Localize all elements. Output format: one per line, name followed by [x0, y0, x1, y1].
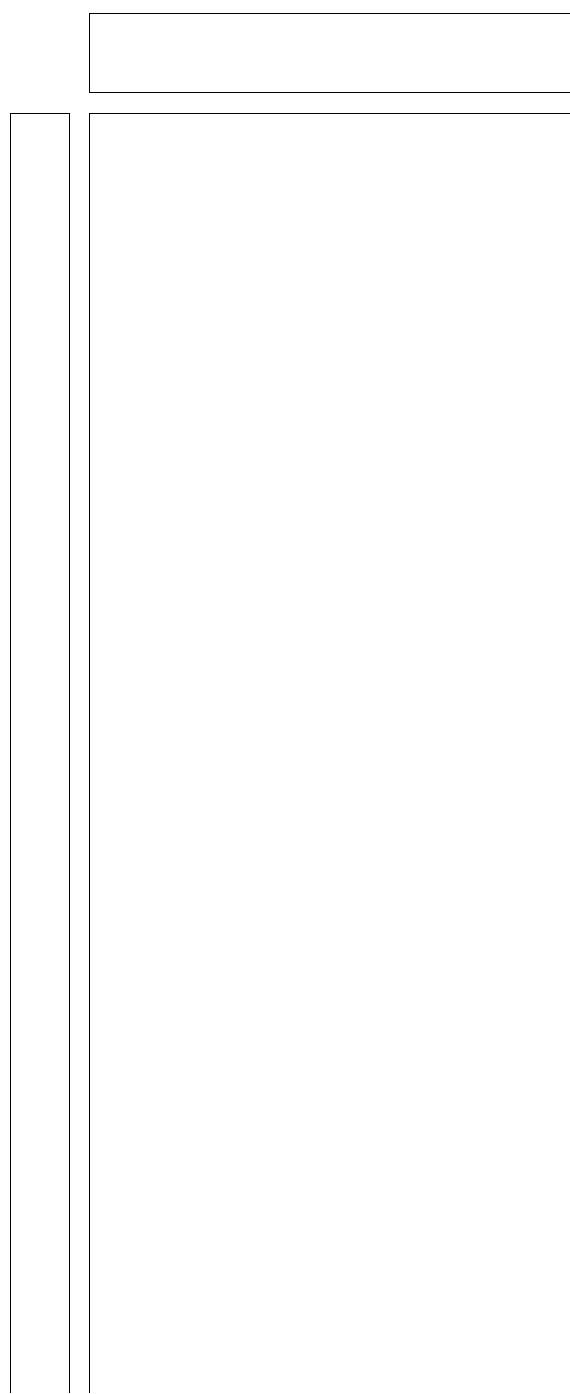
- column-header-row: [89, 13, 570, 93]
- row-header-column: [10, 113, 70, 1393]
- symbol-code-grid: [89, 113, 570, 1393]
